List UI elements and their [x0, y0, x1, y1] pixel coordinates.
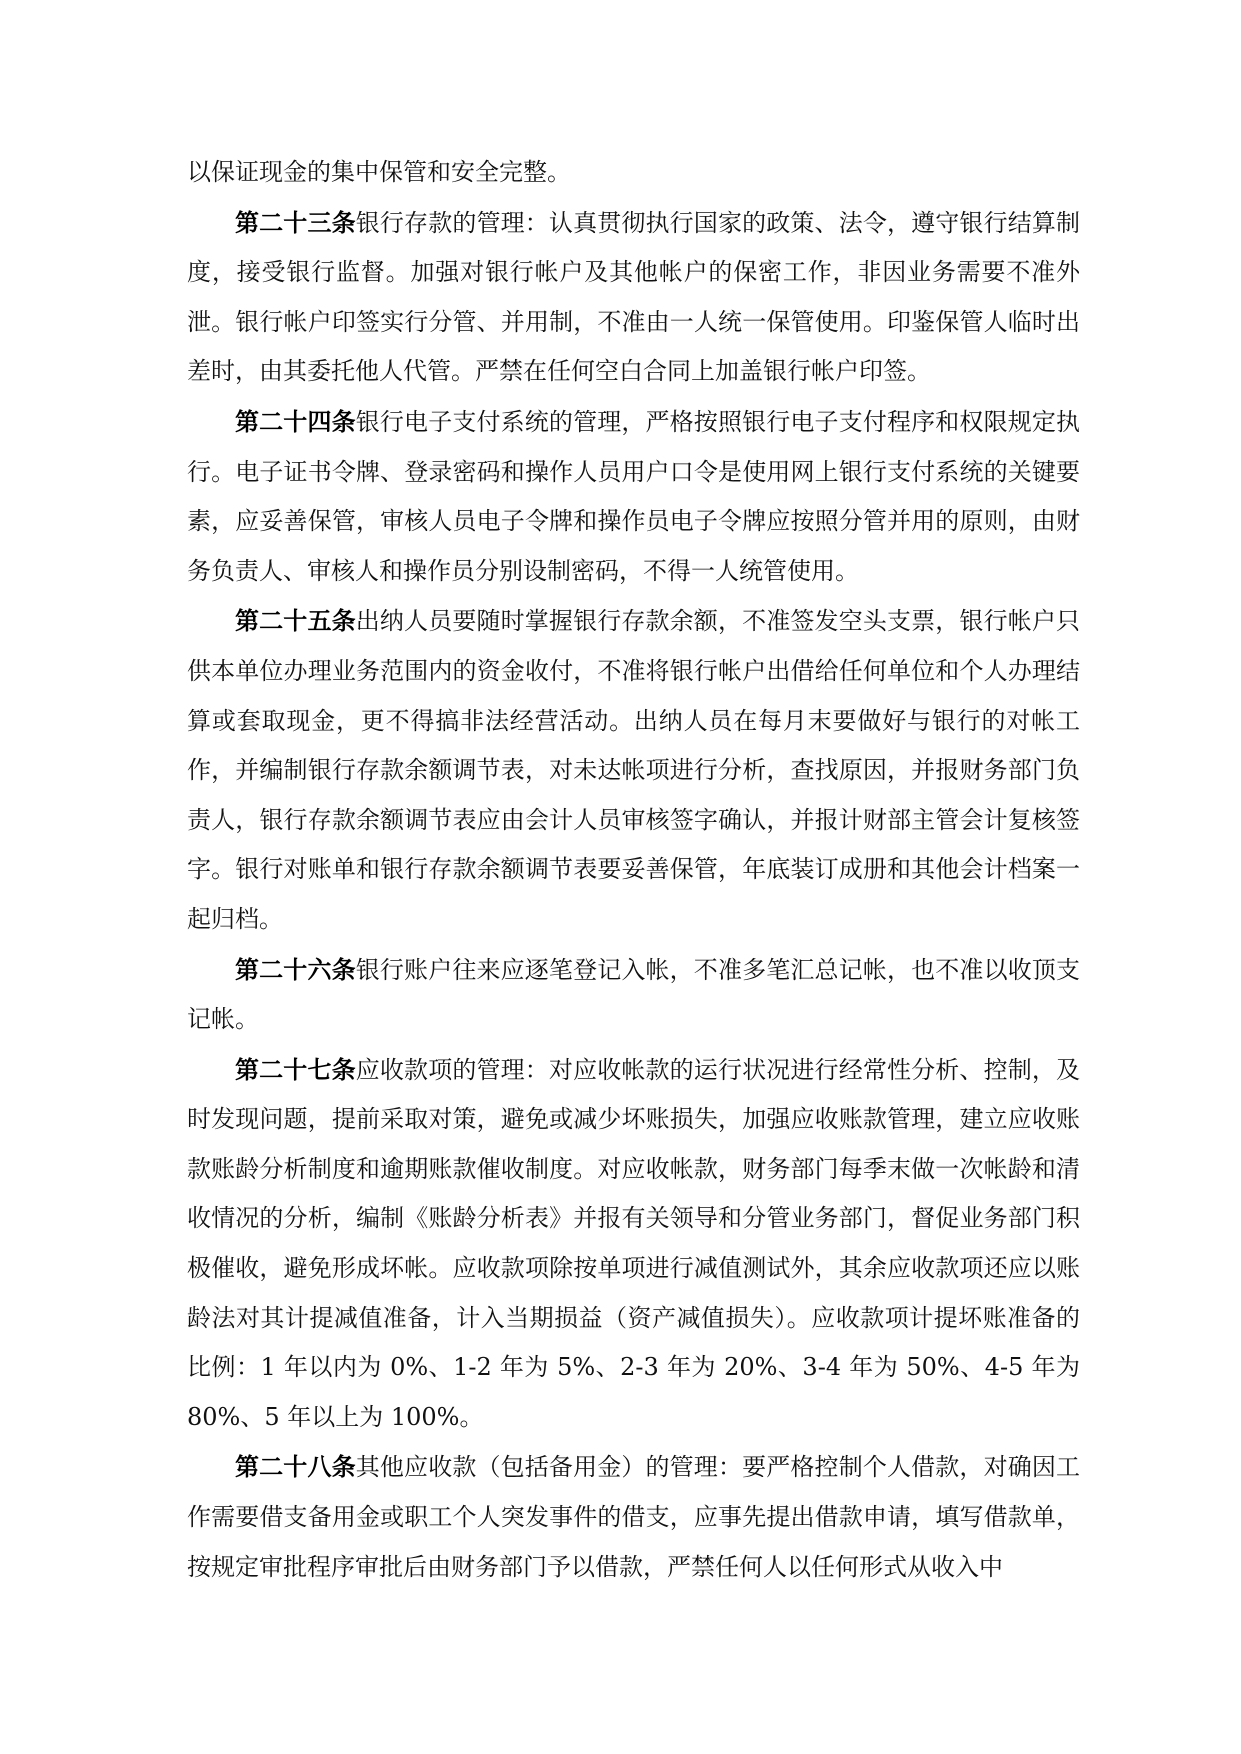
article-number: 第二十三条 [235, 207, 356, 237]
article-text: 应收款项的管理：对应收帐款的运行状况进行经常性分析、控制，及时发现问题，提前采取对策，避免或减少坏账损失，加强应收账款管理，建立应收账款账龄分析制度和逾期账款催收制度。对应收帐款，财务部门每季末做一次帐龄和清收情况的分析，编制《账龄分析表》并报有关领导和分管业务部门，督促业务部门积极催收，避免形成坏帐。应收款项除按单项进行减值测试外，其余应收款项还应以账龄法对其计提减值准备，计入当期损益（资产减值损失）。应收款项计提坏账准备的比例：1 年以内为 0%、1-2 年为 5%、2-3 年为 20%、3-4 年为 50%、4-5 年为 80%、5 年以上为 100%。 [187, 1055, 1081, 1431]
paragraph-text: 以保证现金的集中保管和安全完整。 [187, 158, 571, 186]
article-number: 第二十七条 [235, 1054, 356, 1084]
article-number: 第二十八条 [235, 1452, 356, 1482]
article-28 [187, 1442, 1080, 1592]
article-text: 银行存款的管理：认真贯彻执行国家的政策、法令，遵守银行结算制度，接受银行监督。加强对银行帐户及其他帐户的保密工作，非因业务需要不准外泄。银行帐户印签实行分管、并用制，不准由一人统一保管使用。印鉴保管人临时出差时，由其委托他人代管。严禁在任何空白合同上加盖银行帐户印签。 [187, 208, 1081, 386]
paragraph-continuation [187, 148, 1080, 198]
article-number: 第二十四条 [235, 406, 356, 436]
article-text: 银行账户往来应逐笔登记入帐，不准多笔汇总记帐，也不准以收顶支记帐。 [187, 955, 1081, 1034]
article-26 [187, 945, 1080, 1045]
article-27 [187, 1045, 1080, 1443]
article-24 [187, 397, 1080, 596]
article-25 [187, 596, 1080, 944]
article-text: 出纳人员要随时掌握银行存款余额，不准签发空头支票，银行帐户只供本单位办理业务范围内的资金收付，不准将银行帐户出借给任何单位和个人办理结算或套取现金，更不得搞非法经营活动。出纳人员在每月末要做好与银行的对帐工作，并编制银行存款余额调节表，对未达帐项进行分析，查找原因，并报财务部门负责人，银行存款余额调节表应由会计人员审核签字确认，并报计财部主管会计复核签字。银行对账单和银行存款余额调节表要妥善保管，年底装订成册和其他会计档案一起归档。 [187, 607, 1081, 933]
article-text: 银行电子支付系统的管理，严格按照银行电子支付程序和权限规定执行。电子证书令牌、登录密码和操作人员用户口令是使用网上银行支付系统的关键要素，应妥善保管，审核人员电子令牌和操作员电子令牌应按照分管并用的原则，由财务负责人、审核人和操作员分别设制密码，不得一人统管使用。 [187, 407, 1081, 585]
article-23 [187, 198, 1080, 397]
article-number: 第二十五条 [235, 606, 356, 636]
document-page [187, 148, 1080, 1592]
article-number: 第二十六条 [235, 954, 356, 984]
article-text: 其他应收款（包括备用金）的管理：要严格控制个人借款，对确因工作需要借支备用金或职工个人突发事件的借支，应事先提出借款申请，填写借款单，按规定审批程序审批后由财务部门予以借款，严禁任何人以任何形式从收入中 [187, 1453, 1081, 1581]
